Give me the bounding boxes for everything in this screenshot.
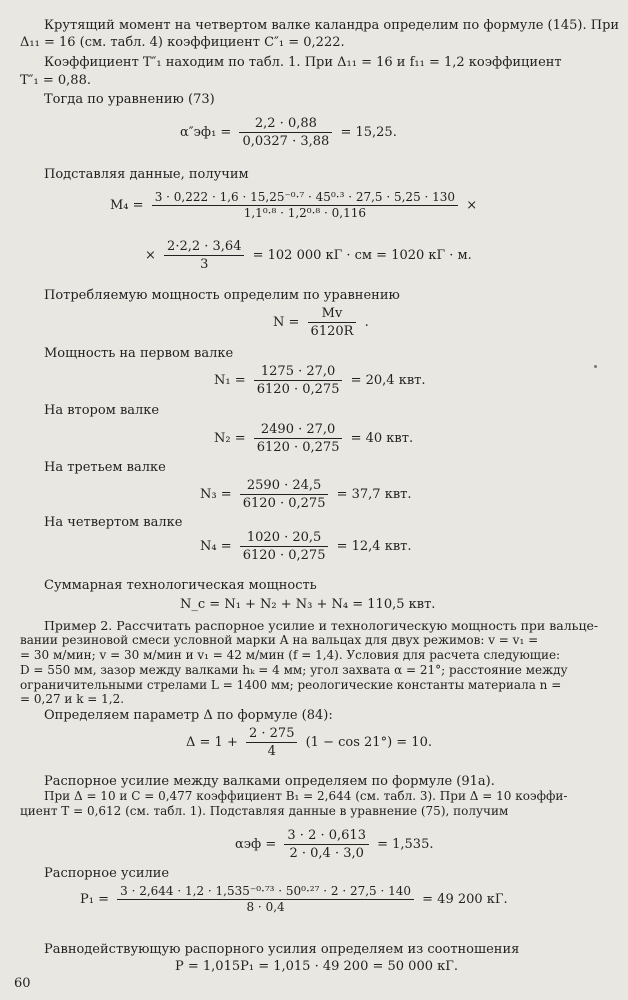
text-line: Потребляемую мощность определим по уравнению bbox=[44, 288, 400, 303]
text-line: Δ₁₁ = 16 (см. табл. 4) коэффициент C″₁ = 0,222. bbox=[20, 35, 345, 50]
equation-m4-continued bbox=[145, 239, 472, 272]
fraction bbox=[308, 306, 357, 339]
fraction-numerator: Mv bbox=[308, 306, 357, 323]
eq-operator: × bbox=[466, 198, 478, 213]
text-line: Равнодействующую распорного усилия определяем из соотношения bbox=[44, 942, 520, 957]
text-line: = 0,27 и k = 1,2. bbox=[20, 692, 125, 706]
eq-result: . bbox=[364, 315, 369, 330]
fraction-denominator: 6120 · 0,275 bbox=[242, 548, 326, 563]
equation-power bbox=[273, 306, 369, 339]
eq-result: = 37,7 квт. bbox=[336, 487, 412, 502]
equation-delta bbox=[186, 726, 432, 759]
eq-result: = 102 000 кГ · см = 1020 кГ · м. bbox=[252, 248, 472, 263]
eq-result: (1 − cos 21°) = 10. bbox=[305, 735, 432, 750]
fraction-denominator: 8 · 0,4 bbox=[246, 900, 285, 914]
fraction-numerator: 2490 · 27,0 bbox=[254, 422, 343, 439]
fraction-denominator: 6120 · 0,275 bbox=[256, 440, 340, 455]
equation-alpha-ef1 bbox=[180, 116, 397, 149]
eq-result: = 15,25. bbox=[340, 125, 397, 140]
eq-lhs: N₃ = bbox=[200, 487, 232, 502]
fraction bbox=[152, 191, 458, 220]
text-line: На четвертом валке bbox=[44, 515, 183, 530]
fraction-numerator: 1275 · 27,0 bbox=[254, 364, 343, 381]
fraction-numerator: 2590 · 24,5 bbox=[240, 478, 329, 495]
fraction bbox=[239, 116, 332, 149]
text-line: T″₁ = 0,88. bbox=[20, 73, 91, 88]
text-line: Крутящий момент на четвертом валке каландра определим по формуле (145). При bbox=[44, 18, 620, 33]
equation-n2 bbox=[214, 422, 413, 455]
eq-lhs: P₁ = bbox=[80, 892, 109, 907]
fraction bbox=[254, 422, 343, 455]
fraction-numerator: 2 · 275 bbox=[246, 726, 297, 743]
fraction-denominator: 6120R bbox=[310, 324, 354, 339]
fraction-numerator: 2·2,2 · 3,64 bbox=[164, 239, 244, 256]
text-line: При Δ = 10 и C = 0,477 коэффициент B₁ = 2,644 (см. табл. 3). При Δ = 10 коэффи- bbox=[44, 789, 568, 803]
eq-lhs: N₂ = bbox=[214, 431, 246, 446]
fraction bbox=[246, 726, 297, 759]
fraction-denominator: 6120 · 0,275 bbox=[242, 496, 326, 511]
fraction-denominator: 6120 · 0,275 bbox=[256, 382, 340, 397]
example-heading-line: Пример 2. Рассчитать распорное усилие и технологическую мощность при вальце- bbox=[44, 618, 599, 633]
fraction-numerator: 3 · 2,644 · 1,2 · 1,535⁻⁰·⁷³ · 50⁰·²⁷ · 2 · 27,5 · 140 bbox=[117, 885, 414, 900]
fraction bbox=[240, 530, 329, 563]
eq-lhs: N₁ = bbox=[214, 373, 246, 388]
text-line: Распорное усилие bbox=[44, 866, 170, 881]
fraction bbox=[117, 885, 414, 914]
fraction bbox=[164, 239, 244, 272]
eq-operator: × bbox=[145, 248, 156, 263]
equation-nc: N_c = N₁ + N₂ + N₃ + N₄ = 110,5 квт. bbox=[180, 597, 436, 612]
equation-alpha-ef bbox=[235, 828, 433, 861]
eq-lhs: N = bbox=[273, 315, 300, 330]
text-line: На втором валке bbox=[44, 403, 160, 418]
eq-lhs: αэф = bbox=[235, 837, 277, 852]
text-line: = 30 м/мин; v = 30 м/мин и v₁ = 42 м/мин (f = 1,4). Условия для расчета следующие: bbox=[20, 648, 561, 662]
text-line: Определяем параметр Δ по формуле (84): bbox=[44, 708, 333, 723]
equation-n4 bbox=[200, 530, 411, 563]
equation-m4 bbox=[110, 191, 477, 220]
fraction-denominator: 2 · 0,4 · 3,0 bbox=[289, 846, 364, 861]
equation-n3 bbox=[200, 478, 411, 511]
fraction-numerator: 1020 · 20,5 bbox=[240, 530, 329, 547]
eq-result: = 1,535. bbox=[377, 837, 434, 852]
text-line: Подставляя данные, получим bbox=[44, 167, 249, 182]
text-line: Распорное усилие между валками определяем по формуле (91а). bbox=[44, 774, 495, 789]
page-number: 60 bbox=[14, 976, 31, 991]
fraction-numerator: 3 · 2 · 0,613 bbox=[284, 828, 369, 845]
speck-mark bbox=[594, 365, 597, 368]
text-line: Суммарная технологическая мощность bbox=[44, 578, 317, 593]
eq-result: = 20,4 квт. bbox=[350, 373, 426, 388]
fraction-numerator: 3 · 0,222 · 1,6 · 15,25⁻⁰·⁷ · 45⁰·³ · 27,5 · 5,25 · 130 bbox=[152, 191, 458, 206]
fraction-denominator: 3 bbox=[200, 257, 209, 272]
eq-lhs: Δ = 1 + bbox=[186, 735, 238, 750]
eq-lhs: M₄ = bbox=[110, 198, 144, 213]
text-line: ограничительными стрелами L = 1400 мм; реологические константы материала n = bbox=[20, 678, 562, 692]
text-line: циент T = 0,612 (см. табл. 1). Подставляя данные в уравнение (75), получим bbox=[20, 804, 509, 818]
equation-n1 bbox=[214, 364, 425, 397]
equation-p1 bbox=[80, 885, 508, 914]
eq-result: = 49 200 кГ. bbox=[422, 892, 508, 907]
text-line: Тогда по уравнению (73) bbox=[44, 92, 215, 107]
fraction-denominator: 4 bbox=[267, 744, 276, 759]
equation-p-final: P = 1,015P₁ = 1,015 · 49 200 = 50 000 кГ. bbox=[175, 959, 458, 974]
eq-result: = 12,4 квт. bbox=[336, 539, 412, 554]
text-line: Коэффициент T″₁ находим по табл. 1. При Δ₁₁ = 16 и f₁₁ = 1,2 коэффициент bbox=[44, 55, 562, 70]
text-line: Мощность на первом валке bbox=[44, 346, 234, 361]
eq-result: = 40 квт. bbox=[350, 431, 414, 446]
text-line: D = 550 мм, зазор между валками hₖ = 4 мм; угол захвата α = 21°; расстояние между bbox=[20, 663, 568, 677]
eq-lhs: α″эф₁ = bbox=[180, 125, 232, 140]
fraction-denominator: 0,0327 · 3,88 bbox=[242, 134, 330, 149]
text-line: вании резиновой смеси условной марки А на вальцах для двух режимов: v = v₁ = bbox=[20, 633, 539, 647]
fraction bbox=[240, 478, 329, 511]
fraction bbox=[254, 364, 343, 397]
eq-lhs: N₄ = bbox=[200, 539, 232, 554]
fraction-numerator: 2,2 · 0,88 bbox=[239, 116, 332, 133]
fraction bbox=[284, 828, 369, 861]
fraction-denominator: 1,1⁰·⁸ · 1,2⁰·⁸ · 0,116 bbox=[243, 206, 367, 220]
text-line: На третьем валке bbox=[44, 460, 166, 475]
